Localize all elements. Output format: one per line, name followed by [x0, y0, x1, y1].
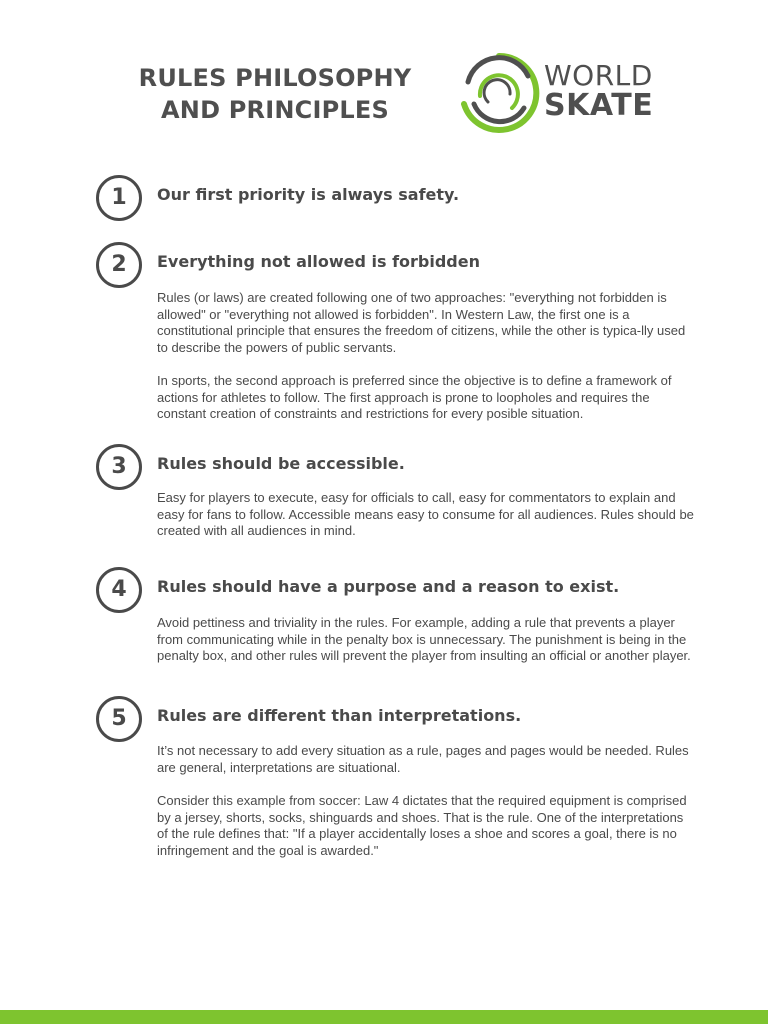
principle-heading: Rules are different than interpretations.: [157, 706, 522, 725]
principle-paragraph: In sports, the second approach is preferred since the objective is to define a framework of actions for athletes to follow. The first approach is prone to loopholes and requires the constant creation of constraints and restrictions for every posible situation.: [157, 373, 672, 422]
logo-word-world: WORLD: [544, 59, 653, 92]
number-badge: 5: [96, 696, 142, 742]
principle-heading: Our first priority is always safety.: [157, 185, 460, 204]
principle-heading: Rules should be accessible.: [157, 454, 405, 473]
world-skate-logo: [458, 52, 688, 134]
principle-paragraph: Avoid pettiness and triviality in the rules. For example, adding a rule that prevents a player from communicating while in the penalty box is unnecessary. The punishment is being in the penalty box, and other rules will prevent the player from insulting an official or another player.: [157, 615, 691, 664]
page-title: [110, 62, 440, 126]
principle-paragraph: Rules (or laws) are created following one of two approaches: "everything not forbidden is allowed" or "everything not allowed is forbidden". In Western Law, the first one is a constitutional principle that ensures the freedom of citizens, while the other is typica-lly used to describe the powers of public servants.: [157, 290, 686, 355]
principle-paragraph: It’s not necessary to add every situation as a rule, pages and pages would be needed. Rules are general, interpretations are situational.: [157, 743, 689, 775]
principle-heading: Rules should have a purpose and a reason to exist.: [157, 577, 620, 596]
number-badge: 3: [96, 444, 142, 490]
page-title-line-2: AND PRINCIPLES: [161, 96, 389, 124]
swirl-ring-logo-icon: [458, 52, 540, 134]
principle-paragraph: Consider this example from soccer: Law 4 dictates that the required equipment is comprised by a jersey, shorts, socks, shinguards and shoes. That is the rule. One of the interpretations of the rule defines that: "If a player accidentally loses a shoe and scores a goal, there is no infringement and the goal is awarded.": [157, 793, 687, 858]
number-badge: 1: [96, 175, 142, 221]
page-title-line-1: RULES PHILOSOPHY: [138, 64, 412, 92]
principle-paragraph: Easy for players to execute, easy for officials to call, easy for commentators to explain and easy for fans to follow. Accessible means easy to consume for all audiences. Rules should be created with all audiences in mind.: [157, 490, 694, 539]
principle-heading: Everything not allowed is forbidden: [157, 252, 480, 271]
number-badge: 4: [96, 567, 142, 613]
number-badge: 2: [96, 242, 142, 288]
footer-accent-bar: [0, 1010, 768, 1024]
logo-word-skate: SKATE: [544, 88, 654, 123]
